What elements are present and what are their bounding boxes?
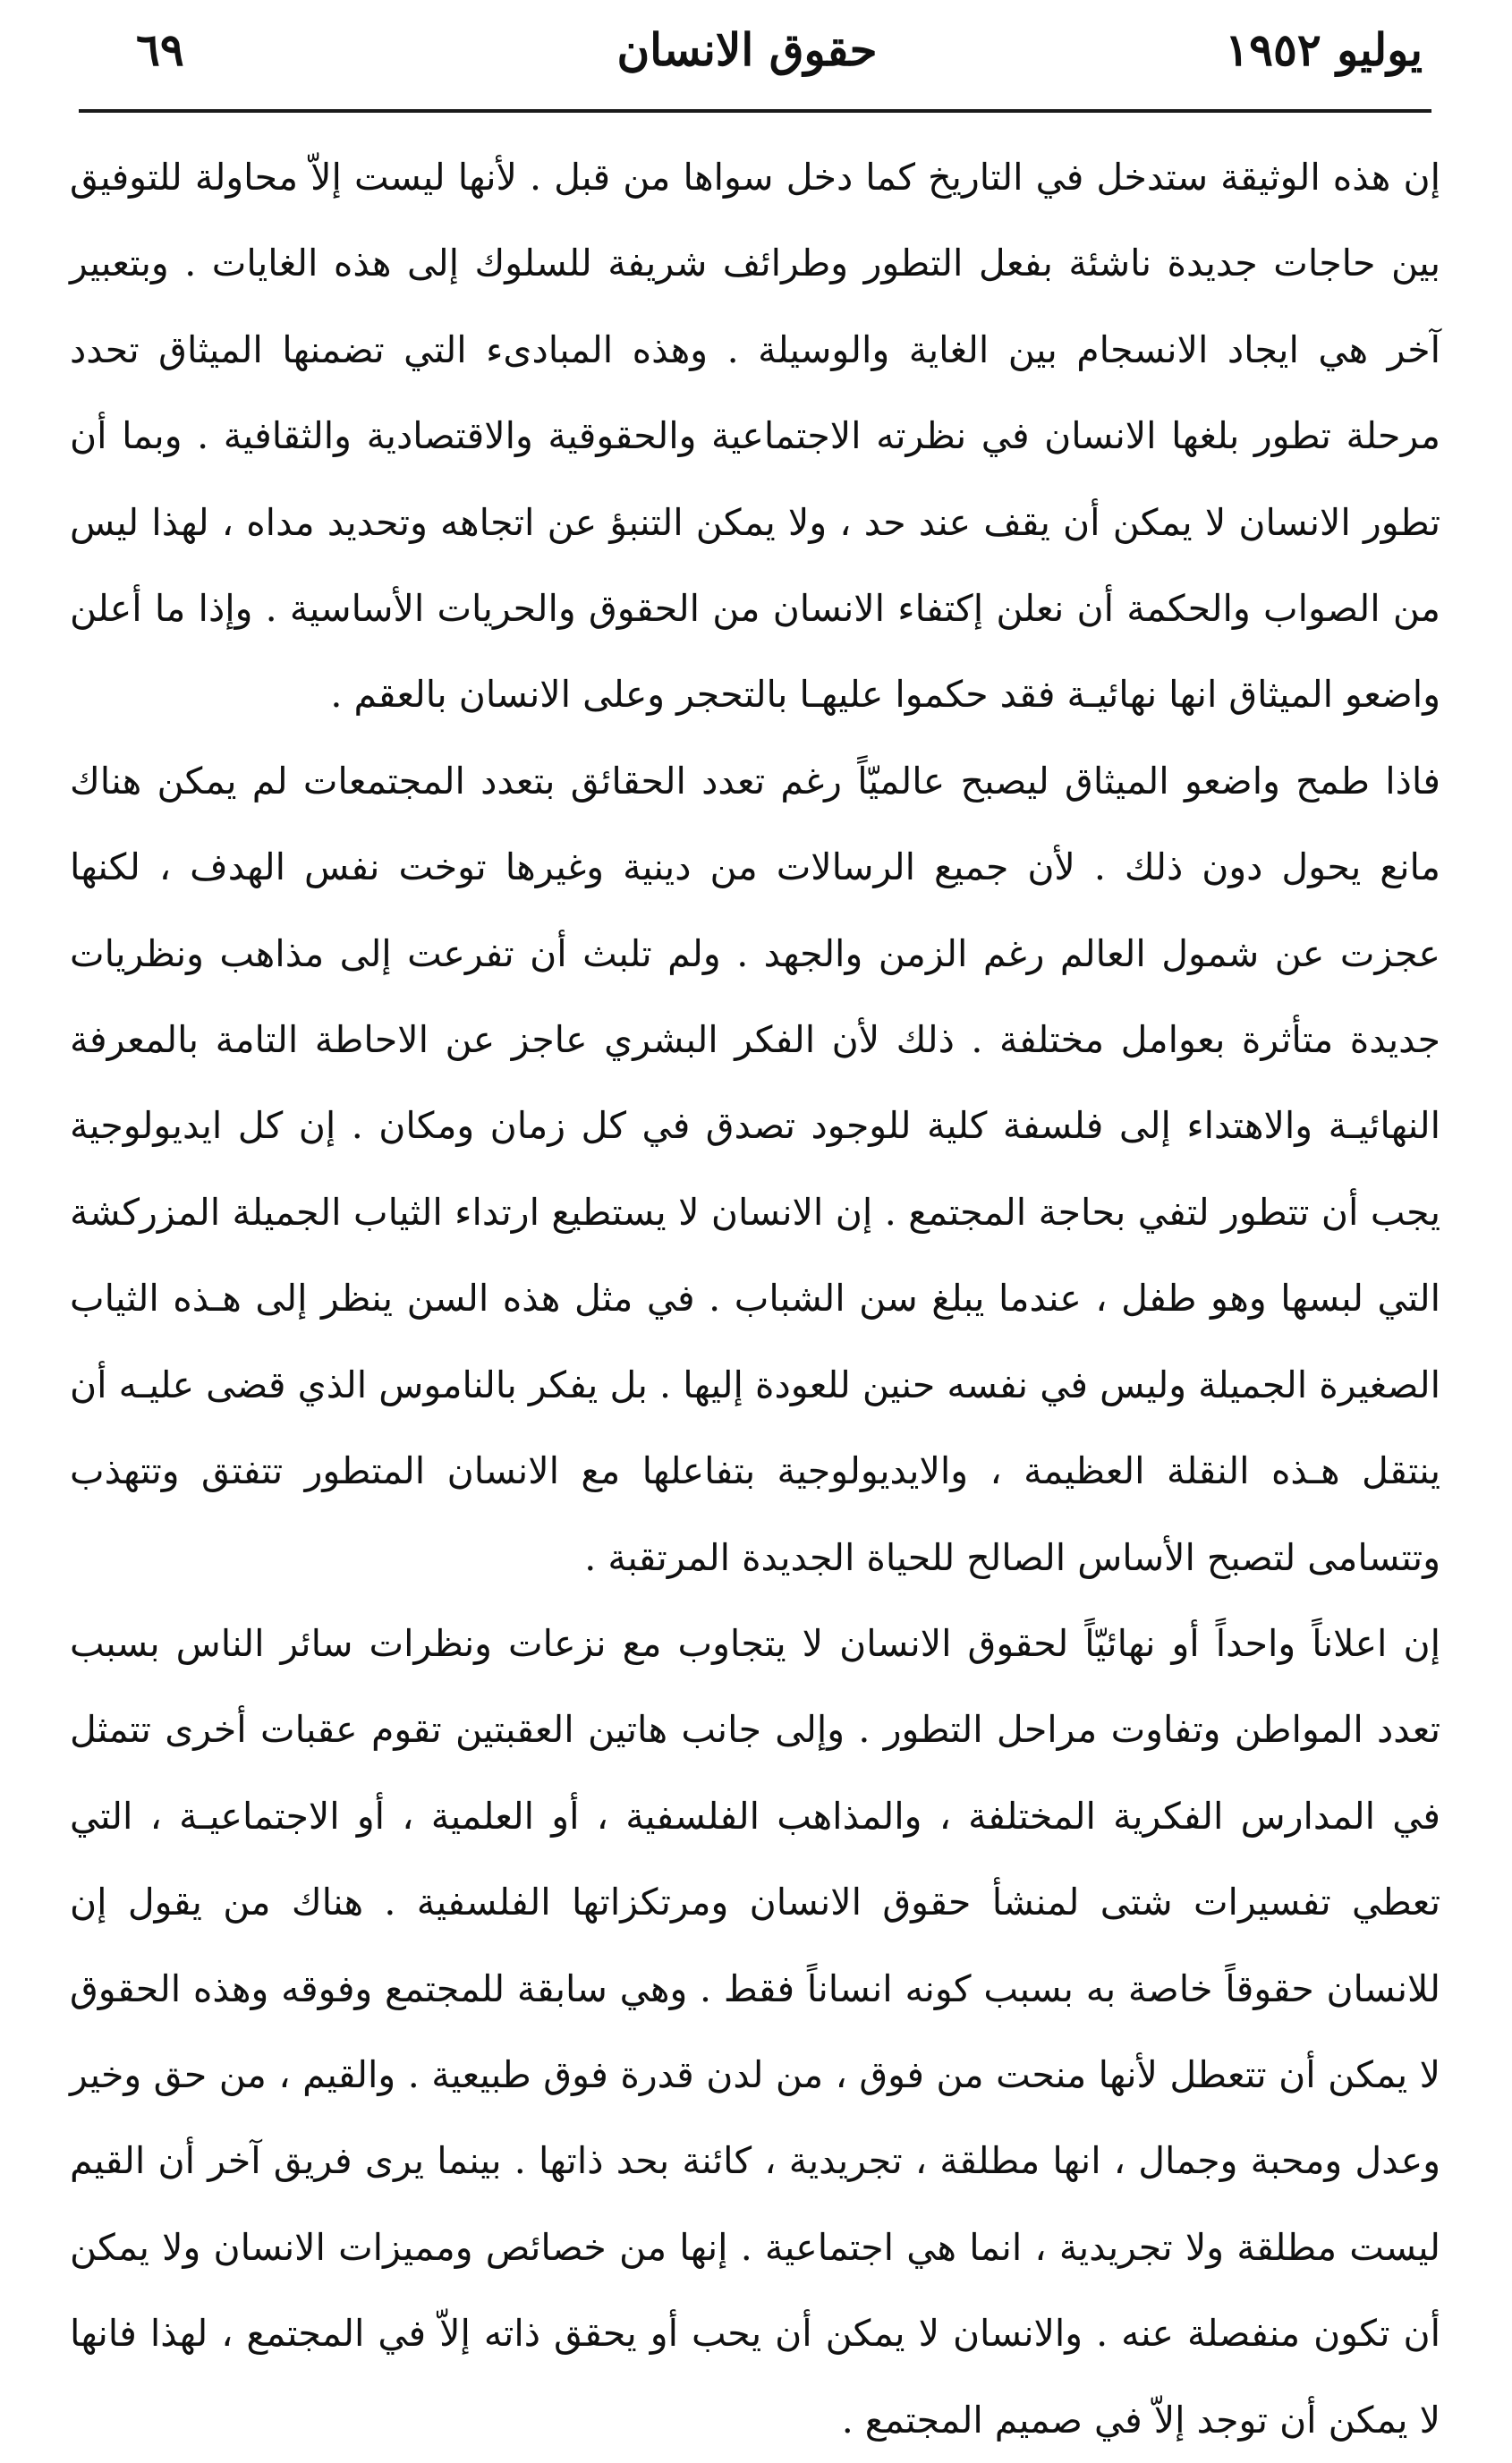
paragraph: إن هذه الوثيقة ستدخل في التاريخ كما دخل سواها من قبل . لأنها ليست إلاّ محاولة للتوفيق بين حاجات جديدة ناشئة بفعل التطور وطرائف شريفة للسلوك إلى هذه الغايات . وبتعبير آخر هي ايجاد الانسجام بين الغاية والوسيلة . وهذه المبادىء التي تضمنها الميثاق تحدد مرحلة تطور بلغها الانسان في نظرته الاجتماعية والحقوقية والاقتصادية والثقافية . وبما أن تطور الانسان لا يمكن أن يقف عند حد ، ولا يمكن التنبؤ عن اتجاهه وتحديد مداه ، لهذا ليس من الصواب والحكمة أن نعلن إكتفاء الانسان من الحقوق والحريات الأساسية . وإذا ما أعلن واضعو الميثاق انها نهائيـة فقد حكموا عليهـا بالتحجر وعلى الانسان بالعقم .	[70, 156, 1440, 717]
paragraph: فاذا طمح واضعو الميثاق ليصبح عالميّاً رغم تعدد الحقائق بتعدد المجتمعات لم يمكن هناك مانع يحول دون ذلك . لأن جميع الرسالات من دينية وغيرها توخت نفس الهدف ، لكنها عجزت عن شمول العالم رغم الزمن والجهد . ولم تلبث أن تفرعت إلى مذاهب ونظريات جديدة متأثرة بعوامل مختلفة . ذلك لأن الفكر البشري عاجز عن الاحاطة التامة بالمعرفة النهائيـة والاهتداء إلى فلسفة كلية للوجود تصدق في كل زمان ومكان . إن كل ايديولوجية يجب أن تتطور لتفي بحاجة المجتمع . إن الانسان لا يستطيع ارتداء الثياب الجميلة المزركشة التي لبسها وهو طفل ، عندما يبلغ سن الشباب . في مثل هذه السن ينظر إلى هـذه الثياب الصغيرة الجميلة وليس في نفسه حنين للعودة إليها . بل يفكر بالناموس الذي قضى عليـه أن ينتقل هـذه النقلة العظيمة ، والايديولوجية بتفاعلها مع الانسان المتطور تتفتق وتتهذب وتتسامى لتصبح الأساس الصالح للحياة الجديدة المرتقبة .	[70, 759, 1440, 1579]
page-number: ٦٩	[136, 23, 184, 76]
issue-date: يوليو ١٩٥٢	[1225, 23, 1423, 76]
header-rule	[79, 109, 1431, 113]
page-header	[72, 16, 1423, 106]
running-title: حقوق الانسان	[616, 23, 878, 76]
paragraph: إن اعلاناً واحداً أو نهائيّاً لحقوق الانسان لا يتجاوب مع نزعات ونظرات سائر الناس بسبب تعدد المواطن وتفاوت مراحل التطور . وإلى جانب هاتين العقبتين تقوم عقبات أخرى تتمثل في المدارس الفكرية المختلفة ، والمذاهب الفلسفية ، أو العلمية ، أو الاجتماعيـة ، التي تعطي تفسيرات شتى لمنشأ حقوق الانسان ومرتكزاتها الفلسفية . هناك من يقول إن للانسان حقوقاً خاصة به بسبب كونه انساناً فقط . وهي سابقة للمجتمع وفوقه وهذه الحقوق لا يمكن أن تتعطل لأنها منحت من فوق ، من لدن قدرة فوق طبيعية . والقيم ، من حق وخير وعدل ومحبة وجمال ، انها مطلقة ، تجريدية ، كائنة بحد ذاتها . بينما يرى فريق آخر أن القيم ليست مطلقة ولا تجريدية ، انما هي اجتماعية . إنها من خصائص ومميزات الانسان ولا يمكن أن تكون منفصلة عنه . والانسان لا يمكن أن يحب أو يحقق ذاته إلاّ في المجتمع ، لهذا فانها لا يمكن أن توجد إلاّ في صميم المجتمع .	[70, 1621, 1440, 2442]
article-body	[70, 134, 1440, 2463]
